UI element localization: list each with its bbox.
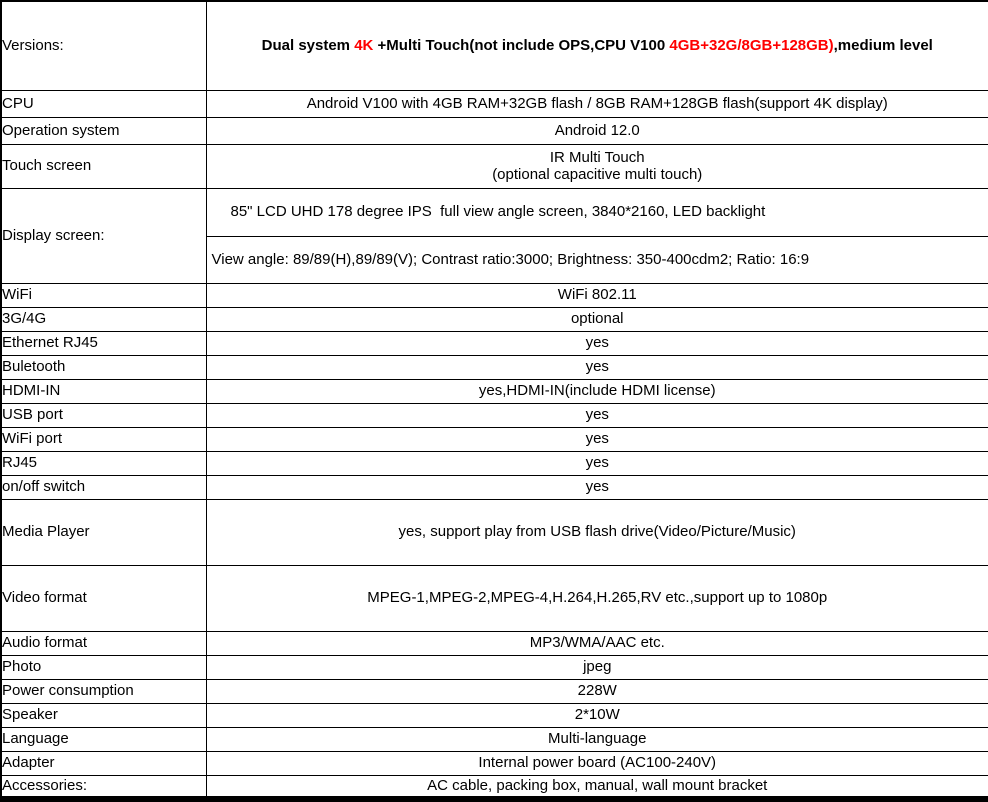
table-row — [1, 565, 988, 631]
spec-value: yes,HDMI-IN(include HDMI license) — [206, 379, 988, 403]
spec-value: yes — [206, 355, 988, 379]
spec-label: USB port — [1, 403, 206, 427]
table-row — [1, 727, 988, 751]
spec-label: Media Player — [1, 499, 206, 565]
spec-value: AC cable, packing box, manual, wall mount bracket — [206, 775, 988, 797]
spec-value: 228W — [206, 679, 988, 703]
table-row — [1, 655, 988, 679]
table-row — [1, 451, 988, 475]
spec-label: on/off switch — [1, 475, 206, 499]
value-segment-red: 4GB+32G/8GB+128GB) — [669, 37, 834, 55]
value-segment: Dual system — [261, 37, 355, 55]
spec-label: Display screen: — [1, 188, 206, 283]
spec-value: yes — [206, 475, 988, 499]
spec-label: HDMI-IN — [1, 379, 206, 403]
spec-value: Android V100 with 4GB RAM+32GB flash / 8GB RAM+128GB flash(support 4K display) — [206, 90, 988, 117]
spec-value: yes — [206, 451, 988, 475]
table-row — [1, 90, 988, 117]
table-row — [1, 679, 988, 703]
table-row — [1, 631, 988, 655]
spec-value: yes — [206, 403, 988, 427]
spec-label: WiFi — [1, 283, 206, 307]
spec-value: View angle: 89/89(H),89/89(V); Contrast ratio:3000; Brightness: 350-400cdm2; Ratio: 16:9 — [206, 236, 988, 283]
table-row — [1, 283, 988, 307]
spec-label: WiFi port — [1, 427, 206, 451]
value-line: (optional capacitive multi touch) — [492, 166, 703, 183]
spec-label: Power consumption — [1, 679, 206, 703]
spec-label: CPU — [1, 90, 206, 117]
table-row — [1, 703, 988, 727]
table-row — [1, 331, 988, 355]
table-row — [1, 427, 988, 451]
spec-value: jpeg — [206, 655, 988, 679]
spec-value — [206, 144, 988, 188]
spec-value: yes, support play from USB flash drive(Video/Picture/Music) — [206, 499, 988, 565]
table-row — [1, 117, 988, 144]
spec-value: Multi-language — [206, 727, 988, 751]
spec-label: Accessories: — [1, 775, 206, 797]
spec-label: Ethernet RJ45 — [1, 331, 206, 355]
table-row — [1, 1, 988, 90]
spec-value: MP3/WMA/AAC etc. — [206, 631, 988, 655]
spec-value: Internal power board (AC100-240V) — [206, 751, 988, 775]
spec-label: 3G/4G — [1, 307, 206, 331]
table-row — [1, 379, 988, 403]
spec-value: 2*10W — [206, 703, 988, 727]
value-segment: +Multi Touch(not include OPS,CPU V100 — [373, 37, 670, 55]
spec-table-body — [1, 1, 988, 797]
spec-label: Buletooth — [1, 355, 206, 379]
spec-label: Versions: — [1, 1, 206, 90]
table-row — [1, 144, 988, 188]
spec-value: yes — [206, 427, 988, 451]
table-row — [1, 751, 988, 775]
bottom-bar — [0, 798, 988, 802]
table-row — [1, 775, 988, 797]
table-row — [1, 499, 988, 565]
spec-value: optional — [206, 307, 988, 331]
table-row — [1, 403, 988, 427]
spec-value: 85" LCD UHD 178 degree IPS full view angle screen, 3840*2160, LED backlight — [206, 188, 988, 236]
spec-value — [206, 1, 988, 90]
spec-label: Photo — [1, 655, 206, 679]
spec-label: RJ45 — [1, 451, 206, 475]
table-row — [1, 307, 988, 331]
spec-label: Video format — [1, 565, 206, 631]
spec-value: yes — [206, 331, 988, 355]
spec-label: Touch screen — [1, 144, 206, 188]
table-row — [1, 475, 988, 499]
spec-label: Speaker — [1, 703, 206, 727]
spec-label: Language — [1, 727, 206, 751]
spec-value: WiFi 802.11 — [206, 283, 988, 307]
spec-value: Android 12.0 — [206, 117, 988, 144]
value-segment: ,medium level — [833, 37, 933, 55]
value-segment-red: 4K — [354, 37, 374, 55]
spec-label: Operation system — [1, 117, 206, 144]
spec-value: MPEG-1,MPEG-2,MPEG-4,H.264,H.265,RV etc.,support up to 1080p — [206, 565, 988, 631]
value-line: IR Multi Touch — [549, 148, 645, 166]
table-row — [1, 355, 988, 379]
table-row — [1, 188, 988, 236]
spec-label: Adapter — [1, 751, 206, 775]
spec-label: Audio format — [1, 631, 206, 655]
